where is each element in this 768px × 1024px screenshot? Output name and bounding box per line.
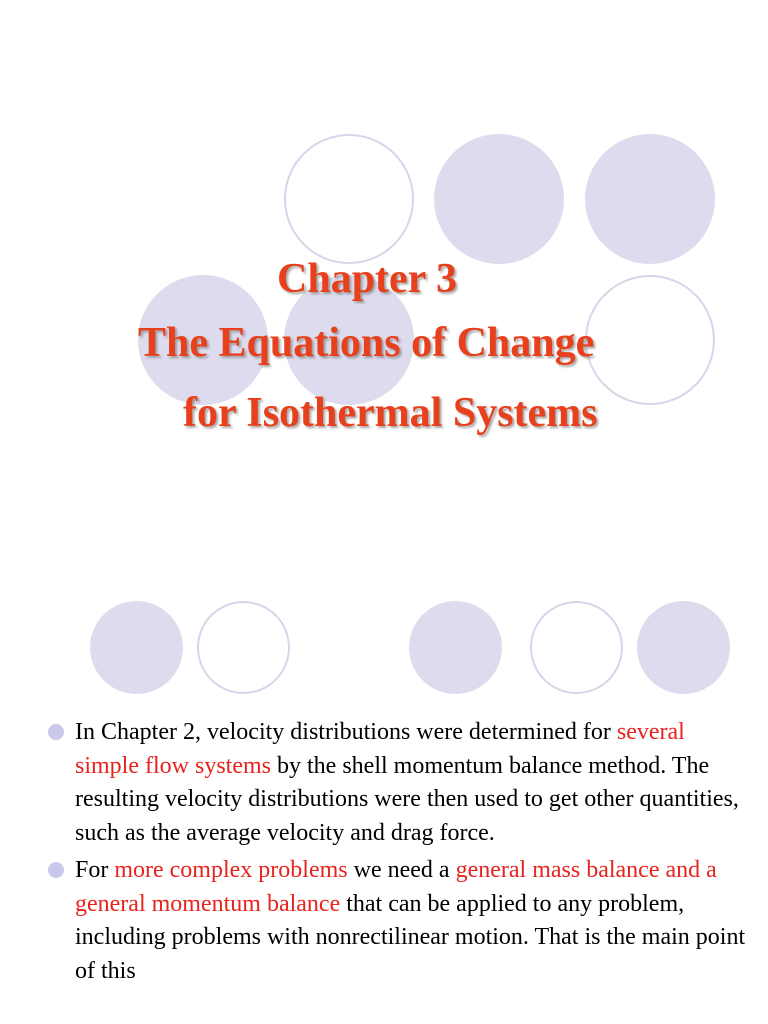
slide-title-chapter: Chapter 3 <box>277 256 458 302</box>
bullet-text-part: In Chapter 2, velocity distributions were determined for <box>75 719 617 745</box>
decorative-circle-filled <box>409 601 502 694</box>
bullet-marker-icon <box>48 862 64 878</box>
bullet-text <box>75 719 739 846</box>
slide-title-line-3: for Isothermal Systems <box>183 390 598 436</box>
slide-title-line-2: The Equations of Change <box>138 320 595 366</box>
bullet-text-part: that can be applied to any problem, including problems with nonrectilinear motion. That is the main point of this <box>75 890 746 984</box>
highlighted-text: several simple flow systems <box>75 719 685 779</box>
decorative-circle-outline <box>585 275 715 405</box>
decorative-circle-filled <box>637 601 730 694</box>
decorative-circle-outline <box>530 601 623 694</box>
decorative-circle-filled <box>585 134 715 264</box>
bullet-list <box>48 716 748 992</box>
decorative-circle-outline <box>284 134 414 264</box>
bullet-item <box>48 716 748 850</box>
bullet-text <box>75 857 745 984</box>
bullet-text-part: For <box>75 857 115 883</box>
bullet-text-part: by the shell momentum balance method. The resulting velocity distributions were then used to get other quantities, such as the average velocity and drag force. <box>75 752 739 846</box>
highlighted-text: general mass balance and a general momentum balance <box>75 857 717 917</box>
bullet-marker-icon <box>48 724 64 740</box>
decorative-circle-filled <box>90 601 183 694</box>
decorative-circle-filled <box>434 134 564 264</box>
bullet-item <box>48 854 748 988</box>
decorative-circle-outline <box>197 601 290 694</box>
bullet-text-part: we need a <box>347 857 456 883</box>
highlighted-text: more complex problems <box>114 857 348 883</box>
